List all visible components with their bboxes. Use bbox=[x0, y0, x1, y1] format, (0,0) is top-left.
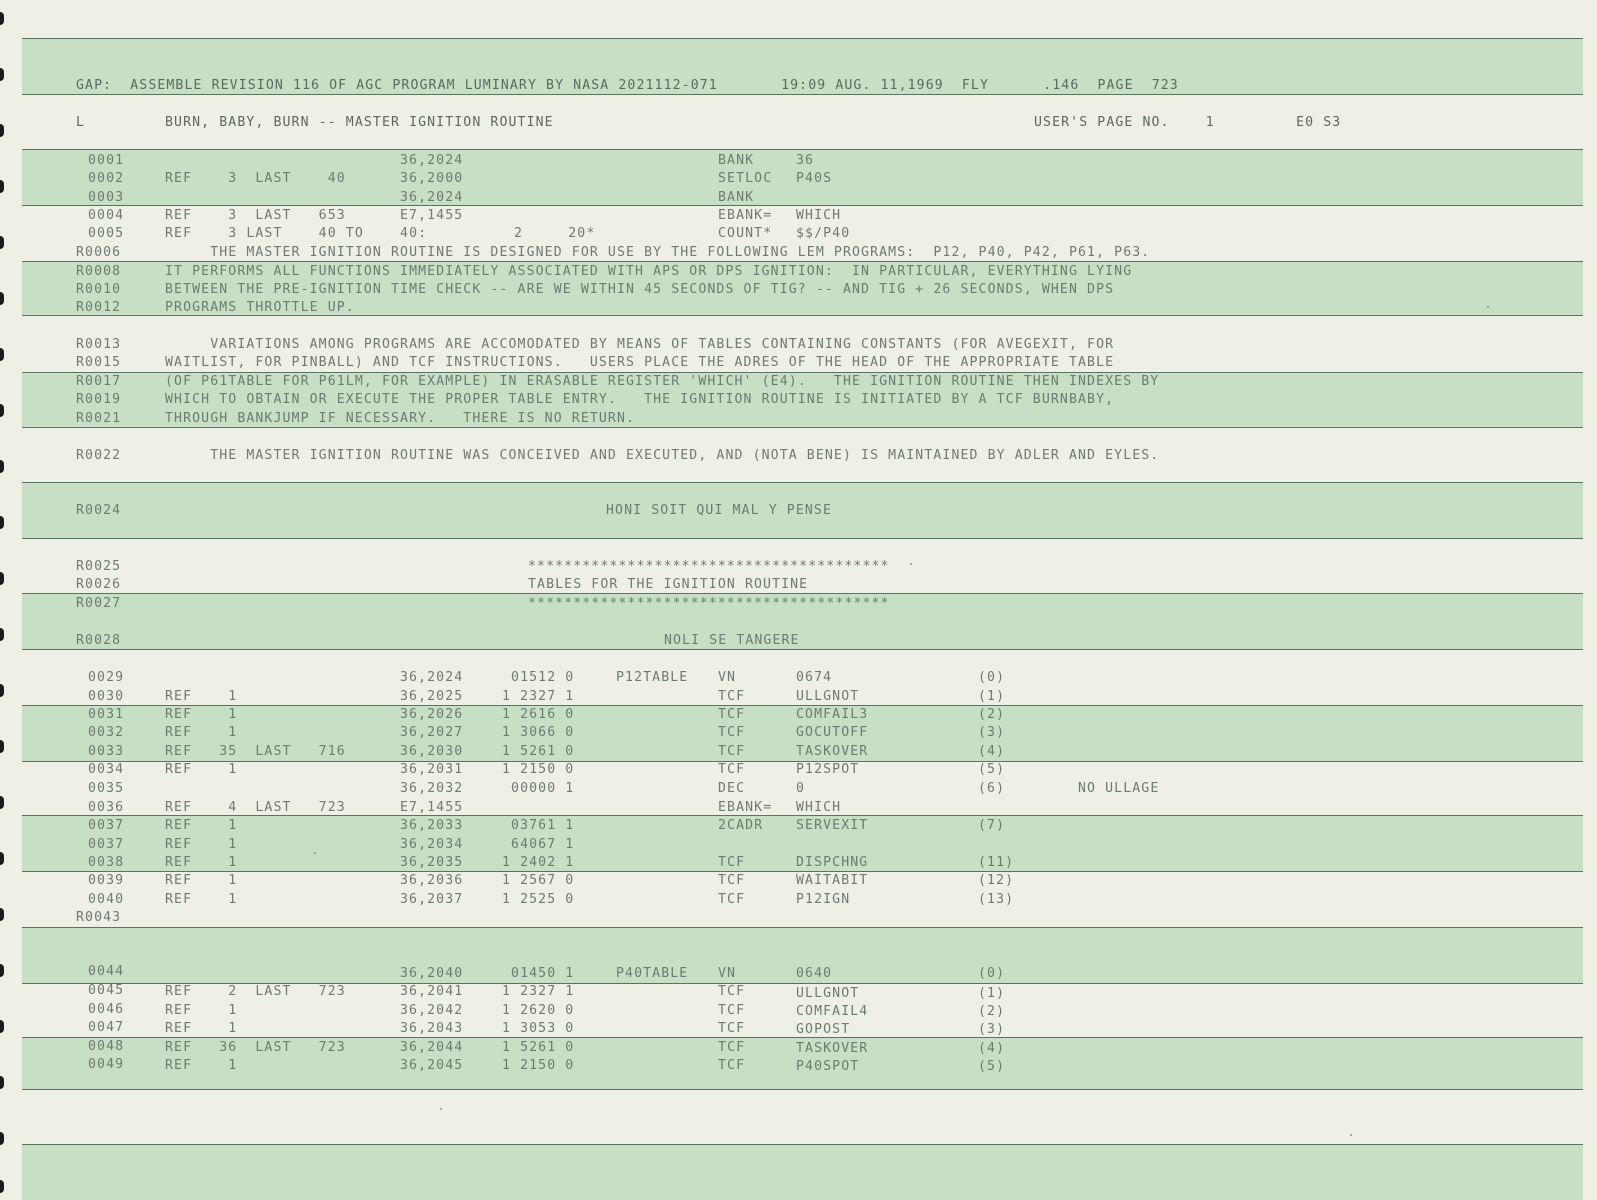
band-rule bbox=[22, 1089, 1583, 1090]
address: 36,2042 bbox=[400, 1003, 464, 1018]
line-number: 0003 bbox=[88, 190, 125, 205]
reference: REF 3 LAST 40 bbox=[165, 171, 346, 186]
reference: REF 3 LAST 653 bbox=[165, 208, 346, 223]
line-number: 0049 bbox=[88, 1057, 125, 1072]
remark-number: R0012 bbox=[76, 300, 122, 315]
band-rule bbox=[22, 482, 1583, 483]
remark-text: WAITLIST, FOR PINBALL) AND TCF INSTRUCTIONS. USERS PLACE THE ADRES OF THE HEAD OF THE APPROPRIATE TABLE bbox=[165, 355, 1115, 370]
band-rule bbox=[22, 1144, 1583, 1145]
remark-number: R0043 bbox=[76, 910, 122, 925]
address: 36,2031 bbox=[400, 762, 464, 777]
tables-title: TABLES FOR THE IGNITION ROUTINE bbox=[528, 577, 809, 592]
band-rule bbox=[22, 427, 1583, 428]
table-index: (2) bbox=[978, 1004, 1006, 1019]
band-rule bbox=[22, 538, 1583, 539]
band-rule bbox=[22, 261, 1583, 262]
tractor-hole bbox=[0, 908, 4, 921]
table-index: (0) bbox=[978, 670, 1006, 685]
line-number: 0047 bbox=[88, 1020, 125, 1035]
remark-number: R0013 bbox=[76, 337, 122, 352]
remark-number: R0027 bbox=[76, 596, 122, 611]
address: 36,2024 bbox=[400, 670, 464, 685]
line-number: 0035 bbox=[88, 781, 125, 796]
data-word: 1 2327 1 bbox=[502, 689, 575, 704]
data-word: 1 2327 1 bbox=[502, 984, 575, 999]
opcode: EBANK= bbox=[718, 208, 773, 223]
tractor-hole bbox=[0, 628, 4, 641]
remark-text: THE MASTER IGNITION ROUTINE IS DESIGNED FOR USE BY THE FOLLOWING LEM PROGRAMS: P12, P40, P42, P61, P63. bbox=[165, 245, 1151, 260]
address: 36,2026 bbox=[400, 707, 464, 722]
line-number: 0045 bbox=[88, 983, 125, 998]
remark-number: R0008 bbox=[76, 264, 122, 279]
reference: REF 3 LAST 40 TO 40: bbox=[165, 226, 428, 241]
table-index: (11) bbox=[978, 855, 1015, 870]
table-index: (5) bbox=[978, 762, 1006, 777]
reference: REF 1 bbox=[165, 707, 238, 722]
log-section-marker: L bbox=[76, 115, 86, 130]
operand: $$/P40 bbox=[796, 226, 851, 241]
reference: REF 1 bbox=[165, 762, 238, 777]
line-number: 0031 bbox=[88, 707, 125, 722]
reference: REF 1 bbox=[165, 837, 238, 852]
address: E7,1455 bbox=[400, 800, 464, 815]
tractor-hole bbox=[0, 1076, 4, 1089]
label: P40TABLE bbox=[616, 966, 689, 981]
line-number: 0002 bbox=[88, 171, 125, 186]
remark-text: THE MASTER IGNITION ROUTINE WAS CONCEIVED AND EXECUTED, AND (NOTA BENE) IS MAINTAINED BY ADLER AND EYLES. bbox=[165, 448, 1160, 463]
opcode: BANK bbox=[718, 190, 755, 205]
tractor-hole bbox=[0, 964, 4, 977]
operand: GOCUTOFF bbox=[796, 725, 869, 740]
data-word: 1 2150 0 bbox=[502, 762, 575, 777]
reference: REF 4 LAST 723 bbox=[165, 800, 346, 815]
tractor-hole bbox=[0, 796, 4, 809]
line-number: 0037 bbox=[88, 818, 125, 833]
user-page-number: USER'S PAGE NO. 1 E0 S3 bbox=[1034, 115, 1342, 130]
remark-number: R0015 bbox=[76, 355, 122, 370]
tractor-hole bbox=[0, 1132, 4, 1145]
opcode: DEC bbox=[718, 781, 746, 796]
opcode: TCF bbox=[718, 984, 746, 999]
opcode: EBANK= bbox=[718, 800, 773, 815]
band-rule bbox=[22, 593, 1583, 594]
band-rule bbox=[22, 649, 1583, 650]
table-index: (1) bbox=[978, 986, 1006, 1001]
reference: REF 1 bbox=[165, 818, 238, 833]
remark-number: R0021 bbox=[76, 411, 122, 426]
reference: REF 1 bbox=[165, 1058, 238, 1073]
remark-text: PROGRAMS THROTTLE UP. bbox=[165, 300, 355, 315]
reference: REF 1 bbox=[165, 689, 238, 704]
address: 36,2032 bbox=[400, 781, 464, 796]
asterisk-banner: **************************************** bbox=[528, 559, 890, 574]
reference: REF 36 LAST 723 bbox=[165, 1040, 346, 1055]
label: P12TABLE bbox=[616, 670, 689, 685]
remark-number: R0010 bbox=[76, 282, 122, 297]
table-index: (2) bbox=[978, 707, 1006, 722]
remark-number: R0017 bbox=[76, 374, 122, 389]
reference: REF 1 bbox=[165, 1021, 238, 1036]
remark-text: IT PERFORMS ALL FUNCTIONS IMMEDIATELY ASSOCIATED WITH APS OR DPS IGNITION: IN PARTICULAR, EVERYTHING LYING bbox=[165, 264, 1133, 279]
opcode: TCF bbox=[718, 892, 746, 907]
operand: 0 bbox=[796, 781, 806, 796]
address: 36,2044 bbox=[400, 1040, 464, 1055]
reference: REF 1 bbox=[165, 1003, 238, 1018]
line-number: 0048 bbox=[88, 1039, 125, 1054]
table-index: (4) bbox=[978, 1041, 1006, 1056]
address: 36,2030 bbox=[400, 744, 464, 759]
operand: 0674 bbox=[796, 670, 833, 685]
reference: REF 35 LAST 716 bbox=[165, 744, 346, 759]
data-word: 1 3066 0 bbox=[502, 725, 575, 740]
band-rule bbox=[22, 372, 1583, 373]
remark-text: BETWEEN THE PRE-IGNITION TIME CHECK -- ARE WE WITHIN 45 SECONDS OF TIG? -- AND TIG + 26 SECONDS, WHEN DPS bbox=[165, 282, 1115, 297]
paper-speck bbox=[1487, 306, 1489, 308]
address: 36,2024 bbox=[400, 190, 464, 205]
data-word: 00000 1 bbox=[502, 781, 575, 796]
band-rule bbox=[22, 871, 1583, 872]
address: 36,2024 bbox=[400, 153, 464, 168]
table-index: (6) bbox=[978, 781, 1006, 796]
line-number: 0032 bbox=[88, 725, 125, 740]
data-word: 1 2150 0 bbox=[502, 1058, 575, 1073]
operand: COMFAIL4 bbox=[796, 1004, 869, 1019]
table-index: (0) bbox=[978, 966, 1006, 981]
data-word: 1 2616 0 bbox=[502, 707, 575, 722]
opcode: TCF bbox=[718, 1021, 746, 1036]
line-number: 0005 bbox=[88, 226, 125, 241]
operand: 0640 bbox=[796, 966, 833, 981]
address: 36,2000 bbox=[400, 171, 464, 186]
line-number: 0046 bbox=[88, 1002, 125, 1017]
line-number: 0037 bbox=[88, 837, 125, 852]
line-number: 0038 bbox=[88, 855, 125, 870]
operand: WHICH bbox=[796, 800, 842, 815]
opcode: VN bbox=[718, 966, 737, 981]
data-word: 1 2567 0 bbox=[502, 873, 575, 888]
tractor-hole bbox=[0, 180, 4, 193]
operand: P12SPOT bbox=[796, 762, 860, 777]
tractor-hole bbox=[0, 572, 4, 585]
remark-text: THROUGH BANKJUMP IF NECESSARY. THERE IS NO RETURN. bbox=[165, 411, 636, 426]
reference: REF 1 bbox=[165, 892, 238, 907]
opcode: TCF bbox=[718, 855, 746, 870]
operand: 36 bbox=[796, 153, 815, 168]
remark-number: R0026 bbox=[76, 577, 122, 592]
reference: REF 1 bbox=[165, 873, 238, 888]
reference: REF 1 bbox=[165, 725, 238, 740]
data-word: 1 5261 0 bbox=[502, 1040, 575, 1055]
tractor-hole bbox=[0, 684, 4, 697]
remark-text: (OF P61TABLE FOR P61LM, FOR EXAMPLE) IN ERASABLE REGISTER 'WHICH' (E4). THE IGNITION ROUTINE THEN INDEXES BY bbox=[165, 374, 1160, 389]
line-comment: NO ULLAGE bbox=[1078, 781, 1160, 796]
reference: REF 1 bbox=[165, 855, 238, 870]
data-word: 01512 0 bbox=[502, 670, 575, 685]
opcode: TCF bbox=[718, 689, 746, 704]
assembly-header: GAP: ASSEMBLE REVISION 116 OF AGC PROGRAM LUMINARY BY NASA 2021112-071 19:09 AUG. 11,1969 FLY .146 PAGE 723 bbox=[76, 78, 1179, 93]
line-number: 0040 bbox=[88, 892, 125, 907]
opcode: VN bbox=[718, 670, 737, 685]
remark-text: VARIATIONS AMONG PROGRAMS ARE ACCOMODATED BY MEANS OF TABLES CONTAINING CONSTANTS (FOR AVEGEXIT, FOR bbox=[165, 337, 1115, 352]
address: 36,2040 bbox=[400, 966, 464, 981]
line-number: 0034 bbox=[88, 762, 125, 777]
table-index: (5) bbox=[978, 1059, 1006, 1074]
data-word: 1 2525 0 bbox=[502, 892, 575, 907]
data-word: 1 2620 0 bbox=[502, 1003, 575, 1018]
address: 36,2034 bbox=[400, 837, 464, 852]
opcode: TCF bbox=[718, 1040, 746, 1055]
operand: ULLGNOT bbox=[796, 689, 860, 704]
remark-number: R0028 bbox=[76, 633, 122, 648]
line-number: 0004 bbox=[88, 208, 125, 223]
band-rule bbox=[22, 38, 1583, 39]
motto-honi: HONI SOIT QUI MAL Y PENSE bbox=[606, 503, 832, 518]
table-index: (13) bbox=[978, 892, 1015, 907]
table-index: (7) bbox=[978, 818, 1006, 833]
remark-number: R0022 bbox=[76, 448, 122, 463]
reference: REF 2 LAST 723 bbox=[165, 984, 346, 999]
tractor-hole bbox=[0, 348, 4, 361]
paper-speck bbox=[440, 1108, 442, 1110]
tractor-hole bbox=[0, 1020, 4, 1033]
data-word: 1 3053 0 bbox=[502, 1021, 575, 1036]
table-index: (3) bbox=[978, 725, 1006, 740]
line-number: 0044 bbox=[88, 964, 125, 979]
band-rule bbox=[22, 149, 1583, 150]
address: 36,2025 bbox=[400, 689, 464, 704]
data-word: 64067 1 bbox=[502, 837, 575, 852]
opcode: TCF bbox=[718, 707, 746, 722]
line-number: 0039 bbox=[88, 873, 125, 888]
band-rule bbox=[22, 205, 1583, 206]
band-rule bbox=[22, 705, 1583, 706]
tractor-hole bbox=[0, 460, 4, 473]
paper-speck bbox=[1350, 1134, 1352, 1136]
remark-text: WHICH TO OBTAIN OR EXECUTE THE PROPER TABLE ENTRY. THE IGNITION ROUTINE IS INITIATED BY A TCF BURNBABY, bbox=[165, 392, 1115, 407]
remark-number: R0006 bbox=[76, 245, 122, 260]
opcode: TCF bbox=[718, 1058, 746, 1073]
address: 36,2043 bbox=[400, 1021, 464, 1036]
operand: WAITABIT bbox=[796, 873, 869, 888]
address: 36,2045 bbox=[400, 1058, 464, 1073]
tractor-hole bbox=[0, 236, 4, 249]
tractor-hole bbox=[0, 516, 4, 529]
opcode: TCF bbox=[718, 1003, 746, 1018]
paper-speck bbox=[910, 563, 912, 565]
address: 36,2033 bbox=[400, 818, 464, 833]
data-word: 2 20* bbox=[514, 226, 596, 241]
operand: TASKOVER bbox=[796, 1041, 869, 1056]
operand: ULLGNOT bbox=[796, 986, 860, 1001]
opcode: TCF bbox=[718, 873, 746, 888]
tractor-hole bbox=[0, 1180, 4, 1193]
tractor-hole bbox=[0, 852, 4, 865]
remark-number: R0019 bbox=[76, 392, 122, 407]
table-index: (3) bbox=[978, 1022, 1006, 1037]
band-rule bbox=[22, 94, 1583, 95]
tractor-hole bbox=[0, 292, 4, 305]
routine-title: BURN, BABY, BURN -- MASTER IGNITION ROUTINE bbox=[165, 115, 554, 130]
green-band bbox=[22, 1144, 1583, 1200]
remark-number: R0024 bbox=[76, 503, 122, 518]
data-word: 03761 1 bbox=[502, 818, 575, 833]
opcode: BANK bbox=[718, 153, 755, 168]
operand: P40S bbox=[796, 171, 833, 186]
opcode: SETLOC bbox=[718, 171, 773, 186]
data-word: 1 5261 0 bbox=[502, 744, 575, 759]
operand: DISPCHNG bbox=[796, 855, 869, 870]
line-number: 0030 bbox=[88, 689, 125, 704]
tractor-hole bbox=[0, 68, 4, 81]
line-number: 0033 bbox=[88, 744, 125, 759]
table-index: (4) bbox=[978, 744, 1006, 759]
data-word: 1 2402 1 bbox=[502, 855, 575, 870]
line-number: 0036 bbox=[88, 800, 125, 815]
opcode: 2CADR bbox=[718, 818, 764, 833]
line-number: 0029 bbox=[88, 670, 125, 685]
tractor-hole bbox=[0, 404, 4, 417]
opcode: TCF bbox=[718, 725, 746, 740]
table-index: (12) bbox=[978, 873, 1015, 888]
tractor-hole bbox=[0, 124, 4, 137]
address: 36,2036 bbox=[400, 873, 464, 888]
data-word: 01450 1 bbox=[502, 966, 575, 981]
table-index: (1) bbox=[978, 689, 1006, 704]
asterisk-banner: **************************************** bbox=[528, 596, 890, 611]
address: 36,2027 bbox=[400, 725, 464, 740]
address: 36,2035 bbox=[400, 855, 464, 870]
tractor-hole bbox=[0, 740, 4, 753]
motto-noli: NOLI SE TANGERE bbox=[664, 633, 800, 648]
address: E7,1455 bbox=[400, 208, 464, 223]
opcode: TCF bbox=[718, 744, 746, 759]
address: 36,2041 bbox=[400, 984, 464, 999]
operand: TASKOVER bbox=[796, 744, 869, 759]
operand: SERVEXIT bbox=[796, 818, 869, 833]
address: 36,2037 bbox=[400, 892, 464, 907]
opcode: COUNT* bbox=[718, 226, 773, 241]
operand: COMFAIL3 bbox=[796, 707, 869, 722]
remark-number: R0025 bbox=[76, 559, 122, 574]
operand: WHICH bbox=[796, 208, 842, 223]
tractor-hole bbox=[0, 12, 4, 25]
operand: GOPOST bbox=[796, 1022, 851, 1037]
line-number: 0001 bbox=[88, 153, 125, 168]
paper-speck bbox=[314, 852, 316, 854]
operand: P40SPOT bbox=[796, 1059, 860, 1074]
operand: P12IGN bbox=[796, 892, 851, 907]
band-rule bbox=[22, 927, 1583, 928]
opcode: TCF bbox=[718, 762, 746, 777]
